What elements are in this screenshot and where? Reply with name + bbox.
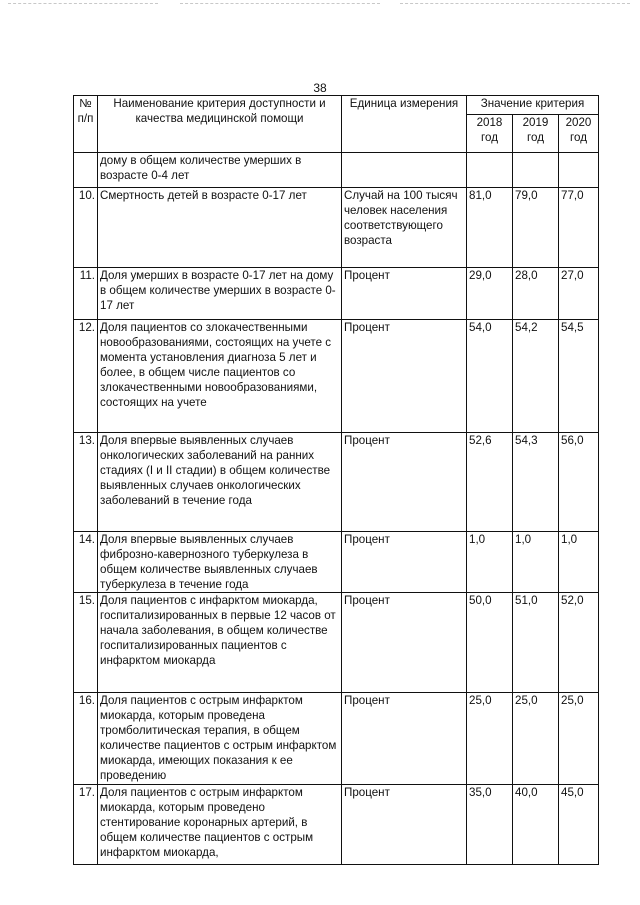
row-number: 17. xyxy=(74,785,98,865)
value-2020: 52,0 xyxy=(559,593,599,693)
header-name: Наименование критерия доступности и качества медицинской помощи xyxy=(98,96,342,153)
value-2019: 51,0 xyxy=(513,593,559,693)
row-number: 12. xyxy=(74,320,98,433)
table-row xyxy=(74,188,599,268)
header-year-2018: 2018 год xyxy=(467,115,513,153)
table-row xyxy=(74,693,599,785)
criterion-name: дому в общем количестве умерших в возрасте 0-4 лет xyxy=(98,153,342,188)
scan-edge-line xyxy=(400,3,630,4)
value-2020: 25,0 xyxy=(559,693,599,785)
value-2019: 28,0 xyxy=(513,268,559,320)
value-2018: 50,0 xyxy=(467,593,513,693)
unit-of-measure: Процент xyxy=(342,593,467,693)
criterion-name: Доля пациентов с острым инфарктом миокарда, которым проведено стентирование коронарных артерий, в общем количестве пациентов с острым инфарктом миокарда, xyxy=(98,785,342,865)
criteria-table xyxy=(73,95,599,865)
scan-edge-line xyxy=(8,3,158,4)
table-row xyxy=(74,433,599,532)
row-number: 14. xyxy=(74,532,98,593)
value-2018: 81,0 xyxy=(467,188,513,268)
value-2018: 35,0 xyxy=(467,785,513,865)
header-year-2019: 2019 год xyxy=(513,115,559,153)
header-row xyxy=(74,96,599,115)
criterion-name: Доля пациентов со злокачественными новообразованиями, состоящих на учете с момента установления диагноза 5 лет и более, в общем числе пациентов со злокачественными новообразованиями, состоящих на учете xyxy=(98,320,342,433)
value-2020: 45,0 xyxy=(559,785,599,865)
table-row xyxy=(74,785,599,865)
value-2018: 52,6 xyxy=(467,433,513,532)
unit-of-measure: Процент xyxy=(342,532,467,593)
table-row xyxy=(74,153,599,188)
table-row xyxy=(74,320,599,433)
header-num: № п/п xyxy=(74,96,98,153)
value-2019: 54,3 xyxy=(513,433,559,532)
page-number: 38 xyxy=(313,81,327,95)
row-number: 10. xyxy=(74,188,98,268)
table-row xyxy=(74,268,599,320)
value-2019: 79,0 xyxy=(513,188,559,268)
value-2019: 40,0 xyxy=(513,785,559,865)
value-2019: 1,0 xyxy=(513,532,559,593)
value-2018: 54,0 xyxy=(467,320,513,433)
unit-of-measure: Случай на 100 тысяч человек населения соответствующего возраста xyxy=(342,188,467,268)
value-2018: 29,0 xyxy=(467,268,513,320)
criterion-name: Доля пациентов с инфарктом миокарда, госпитализированных в первые 12 часов от начала заболевания, в общем количестве госпитализированных пациентов с инфарктом миокарда xyxy=(98,593,342,693)
value-2019: 54,2 xyxy=(513,320,559,433)
header-year-2020: 2020 год xyxy=(559,115,599,153)
value-2020: 56,0 xyxy=(559,433,599,532)
unit-of-measure: Процент xyxy=(342,268,467,320)
unit-of-measure: Процент xyxy=(342,785,467,865)
criterion-name: Доля впервые выявленных случаев онкологических заболеваний на ранних стадиях (I и II стадии) в общем количестве выявленных случаев онкологических заболеваний в течение года xyxy=(98,433,342,532)
criterion-name: Доля впервые выявленных случаев фиброзно-кавернозного туберкулеза в общем количестве выявленных случаев туберкулеза в течение года xyxy=(98,532,342,593)
row-number: 11. xyxy=(74,268,98,320)
table-row xyxy=(74,532,599,593)
row-number xyxy=(74,153,98,188)
value-2020: 1,0 xyxy=(559,532,599,593)
criterion-name: Доля умерших в возрасте 0-17 лет на дому в общем количестве умерших в возрасте 0-17 лет xyxy=(98,268,342,320)
value-2019 xyxy=(513,153,559,188)
header-value-group: Значение критерия xyxy=(467,96,599,115)
criterion-name: Смертность детей в возрасте 0-17 лет xyxy=(98,188,342,268)
row-number: 15. xyxy=(74,593,98,693)
value-2019: 25,0 xyxy=(513,693,559,785)
row-number: 13. xyxy=(74,433,98,532)
unit-of-measure: Процент xyxy=(342,433,467,532)
value-2020: 27,0 xyxy=(559,268,599,320)
value-2020: 54,5 xyxy=(559,320,599,433)
scan-edge-line xyxy=(180,3,380,4)
row-number: 16. xyxy=(74,693,98,785)
header-unit: Единица измерения xyxy=(342,96,467,153)
unit-of-measure: Процент xyxy=(342,320,467,433)
table-row xyxy=(74,593,599,693)
value-2020 xyxy=(559,153,599,188)
value-2018 xyxy=(467,153,513,188)
unit-of-measure: Процент xyxy=(342,693,467,785)
value-2018: 1,0 xyxy=(467,532,513,593)
value-2020: 77,0 xyxy=(559,188,599,268)
criterion-name: Доля пациентов с острым инфарктом миокарда, которым проведена тромболитическая терапия, в общем количестве пациентов с острым инфарктом миокарда, имеющих показания к ее проведению xyxy=(98,693,342,785)
unit-of-measure xyxy=(342,153,467,188)
value-2018: 25,0 xyxy=(467,693,513,785)
